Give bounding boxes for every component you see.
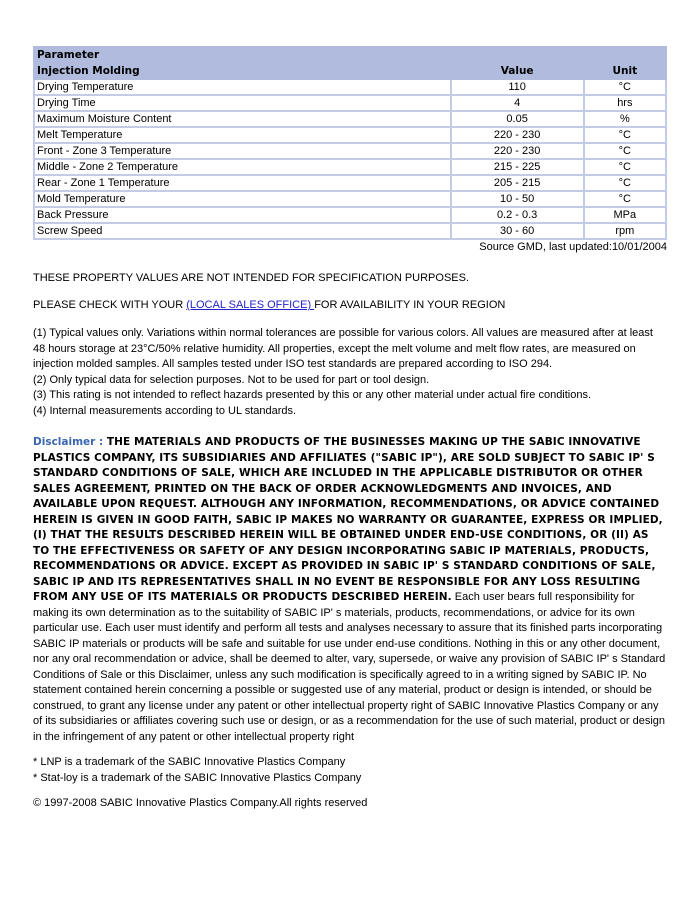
header-unit: Unit <box>584 63 666 79</box>
section-injection-molding: Injection Molding <box>34 63 451 79</box>
header-empty-value <box>451 47 584 63</box>
table-row <box>34 111 666 127</box>
cell-parameter: Drying Time <box>34 95 451 111</box>
table-row <box>34 191 666 207</box>
cell-parameter: Melt Temperature <box>34 127 451 143</box>
header-value: Value <box>451 63 584 79</box>
cell-unit: % <box>584 111 666 127</box>
cell-value: 110 <box>451 79 584 95</box>
footnotes <box>33 326 667 419</box>
table-row <box>34 143 666 159</box>
table-row <box>34 159 666 175</box>
footnote: (1) Typical values only. Variations within normal tolerances are possible for various colors. All values are measured after at least 48 hours storage at 23°C/50% relative humidity. All properties, except the melt volume and melt flow rates, are measured on injection molded samples. All samples tested under ISO test standards are prepared according to ISO 294. <box>33 327 653 370</box>
footnote: (4) Internal measurements according to UL standards. <box>33 404 297 417</box>
cell-parameter: Rear - Zone 1 Temperature <box>34 175 451 191</box>
cell-value: 4 <box>451 95 584 111</box>
processing-parameters-table <box>33 46 667 240</box>
cell-value: 220 - 230 <box>451 143 584 159</box>
cell-unit: MPa <box>584 207 666 223</box>
cell-value: 30 - 60 <box>451 223 584 239</box>
availability-suffix: FOR AVAILABILITY IN YOUR REGION <box>314 299 506 311</box>
table-section-row <box>34 63 666 79</box>
disclaimer-body-text: Each user bears full responsibility for making its own determination as to the suitability of SABIC IP' s materials, products, recommendations, or advice for its own particular use. Each user must identify and perform all tests and analyses necessary to assure that its finished parts incorporating SABIC IP materials or products will be safe and suitable for use under end-use conditions. Nothing in this or any other document, nor any oral recommendation or advice, shall be deemed to alter, vary, supersede, or waive any provision of SABIC IP' s Standard Conditions of Sale or this Disclaimer, unless any such modification is specifically agreed to in a writing signed by SABIC IP. No statement contained herein concerning a possible or suggested use of any material, product or design is intended, or should be construed, to grant any license under any patent or other intellectual property right of SABIC Innovative Plastics Company or any of its subsidiaries or affiliates covering such use or design, or as a recommendation for the use of such material, product or design in the infringement of any patent or other intellectual property right <box>33 591 666 743</box>
disclaimer-caps-text: THE MATERIALS AND PRODUCTS OF THE BUSINESSES MAKING UP THE SABIC INNOVATIVE PLASTICS COMPANY, ITS SUBSIDIARIES AND AFFILIATES ("SABIC IP"), ARE SOLD SUBJECT TO SABIC IP' S STANDARD CONDITIONS OF SALE, WHICH ARE INCLUDED IN THE APPLICABLE DISTRIBUTOR OR OTHER SALES AGREEMENT, PRINTED ON THE BACK OF ORDER ACKNOWLEDGMENTS AND INVOICES, AND AVAILABLE UPON REQUEST. ALTHOUGH ANY INFORMATION, RECOMMENDATIONS, OR ADVICE CONTAINED HEREIN IS GIVEN IN GOOD FAITH, SABIC IP MAKES NO WARRANTY OR GUARANTEE, EXPRESS OR IMPLIED, (I) THAT THE RESULTS DESCRIBED HEREIN WILL BE OBTAINED UNDER END-USE CONDITIONS, OR (II) AS TO THE EFFECTIVENESS OR SAFETY OF ANY DESIGN INCORPORATING SABIC IP MATERIALS, PRODUCTS, RECOMMENDATIONS OR ADVICE. EXCEPT AS PROVIDED IN SABIC IP' S STANDARD CONDITIONS OF SALE, SABIC IP AND ITS REPRESENTATIVES SHALL IN NO EVENT BE RESPONSIBLE FOR ANY LOSS RESULTING FROM ANY USE OF ITS MATERIALS OR PRODUCTS DESCRIBED HEREIN. <box>33 436 663 603</box>
source-note: Source GMD, last updated:10/01/2004 <box>479 241 667 253</box>
cell-unit: °C <box>584 143 666 159</box>
trademarks <box>33 755 667 786</box>
cell-value: 0.2 - 0.3 <box>451 207 584 223</box>
cell-unit: °C <box>584 127 666 143</box>
cell-parameter: Drying Temperature <box>34 79 451 95</box>
local-sales-office-link[interactable]: (LOCAL SALES OFFICE) <box>186 299 315 311</box>
availability-notice <box>33 299 667 312</box>
cell-value: 0.05 <box>451 111 584 127</box>
cell-value: 215 - 225 <box>451 159 584 175</box>
datasheet-page <box>33 46 667 811</box>
cell-value: 10 - 50 <box>451 191 584 207</box>
table-row <box>34 127 666 143</box>
cell-unit: hrs <box>584 95 666 111</box>
header-empty-unit <box>584 47 666 63</box>
cell-parameter: Middle - Zone 2 Temperature <box>34 159 451 175</box>
table-row <box>34 223 666 239</box>
cell-unit: °C <box>584 191 666 207</box>
cell-parameter: Back Pressure <box>34 207 451 223</box>
table-row <box>34 79 666 95</box>
specification-notice: THESE PROPERTY VALUES ARE NOT INTENDED FOR SPECIFICATION PURPOSES. <box>33 272 470 284</box>
header-parameter: Parameter <box>34 47 451 63</box>
copyright: © 1997-2008 SABIC Innovative Plastics Company.All rights reserved <box>33 797 368 809</box>
cell-parameter: Front - Zone 3 Temperature <box>34 143 451 159</box>
table-row <box>34 95 666 111</box>
trademark-line: * LNP is a trademark of the SABIC Innovative Plastics Company <box>33 756 346 768</box>
trademark-line: * Stat-loy is a trademark of the SABIC Innovative Plastics Company <box>33 771 362 784</box>
cell-parameter: Screw Speed <box>34 223 451 239</box>
cell-unit: °C <box>584 159 666 175</box>
disclaimer-label: Disclaimer : <box>33 436 107 448</box>
table-header-row <box>34 47 666 63</box>
cell-value: 205 - 215 <box>451 175 584 191</box>
disclaimer <box>33 435 667 745</box>
cell-unit: rpm <box>584 223 666 239</box>
cell-parameter: Mold Temperature <box>34 191 451 207</box>
table-row <box>34 207 666 223</box>
cell-unit: °C <box>584 175 666 191</box>
cell-unit: °C <box>584 79 666 95</box>
footnote: (3) This rating is not intended to reflect hazards presented by this or any other material under actual fire conditions. <box>33 389 592 401</box>
footnote: (2) Only typical data for selection purposes. Not to be used for part or tool design. <box>33 373 430 386</box>
cell-parameter: Maximum Moisture Content <box>34 111 451 127</box>
availability-prefix: PLEASE CHECK WITH YOUR <box>33 299 187 311</box>
cell-value: 220 - 230 <box>451 127 584 143</box>
table-row <box>34 175 666 191</box>
